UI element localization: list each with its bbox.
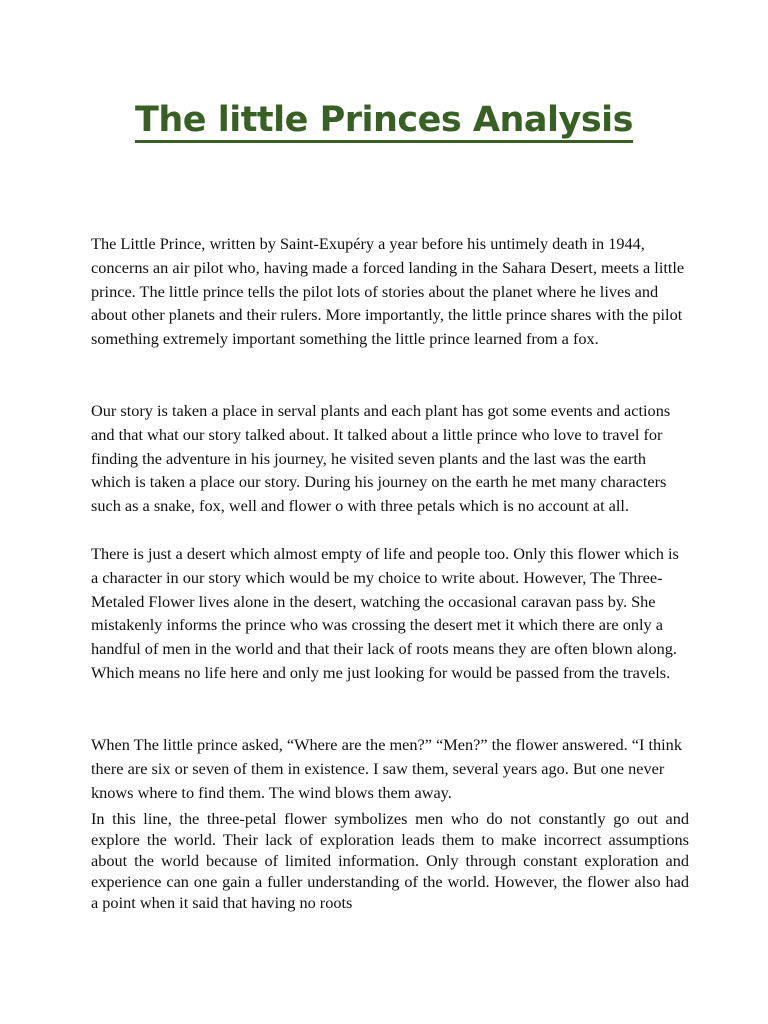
paragraph-quote: When The little prince asked, “Where are the men?” “Men?” the flower answered. “I think there are six or seven of them in existence. I saw them, several years ago. But one never knows where to find them. The wind blows them away. <box>91 735 682 802</box>
paragraph-intro: The Little Prince, written by Saint-Exupéry a year before his untimely death in 1944, concerns an air pilot who, having made a forced landing in the Sahara Desert, meets a little prince. The little prince tells the pilot lots of stories about the planet where he lives and about other planets and their rulers. More importantly, the little prince shares with the pilot something extremely important something the little prince learned from a fox. <box>91 234 685 349</box>
paragraph-setting: Our story is taken a place in serval plants and each plant has got some events and actions and that what our story talked about. It talked about a little prince who love to travel for finding the adventure in his journey, he visited seven plants and the last was the earth which is taken a place our story. During his journey on the earth he met many characters such as a snake, fox, well and flower o with three petals which is no account at all. <box>91 401 671 516</box>
paragraph-flower: There is just a desert which almost empty of life and people too. Only this flower which is a character in our story which would be my choice to write about. However, The Three-Metaled Flower lives alone in the desert, watching the occasional caravan pass by. She mistakenly informs the prince who was crossing the desert met it which there are only a handful of men in the world and that their lack of roots means they are often blown along. Which means no life here and only me just looking for would be passed from the travels. <box>91 544 679 682</box>
page-title <box>0 96 768 144</box>
paragraph-analysis: In this line, the three-petal flower symbolizes men who do not constantly go out and explore the world. Their lack of exploration leads them to make incorrect assumptions about the world because of limited information. Only through constant exploration and experience can one gain a fuller understanding of the world. However, the flower also had a point when it said that having no roots <box>91 809 689 912</box>
title-text: The little Princes Analysis <box>135 100 633 143</box>
